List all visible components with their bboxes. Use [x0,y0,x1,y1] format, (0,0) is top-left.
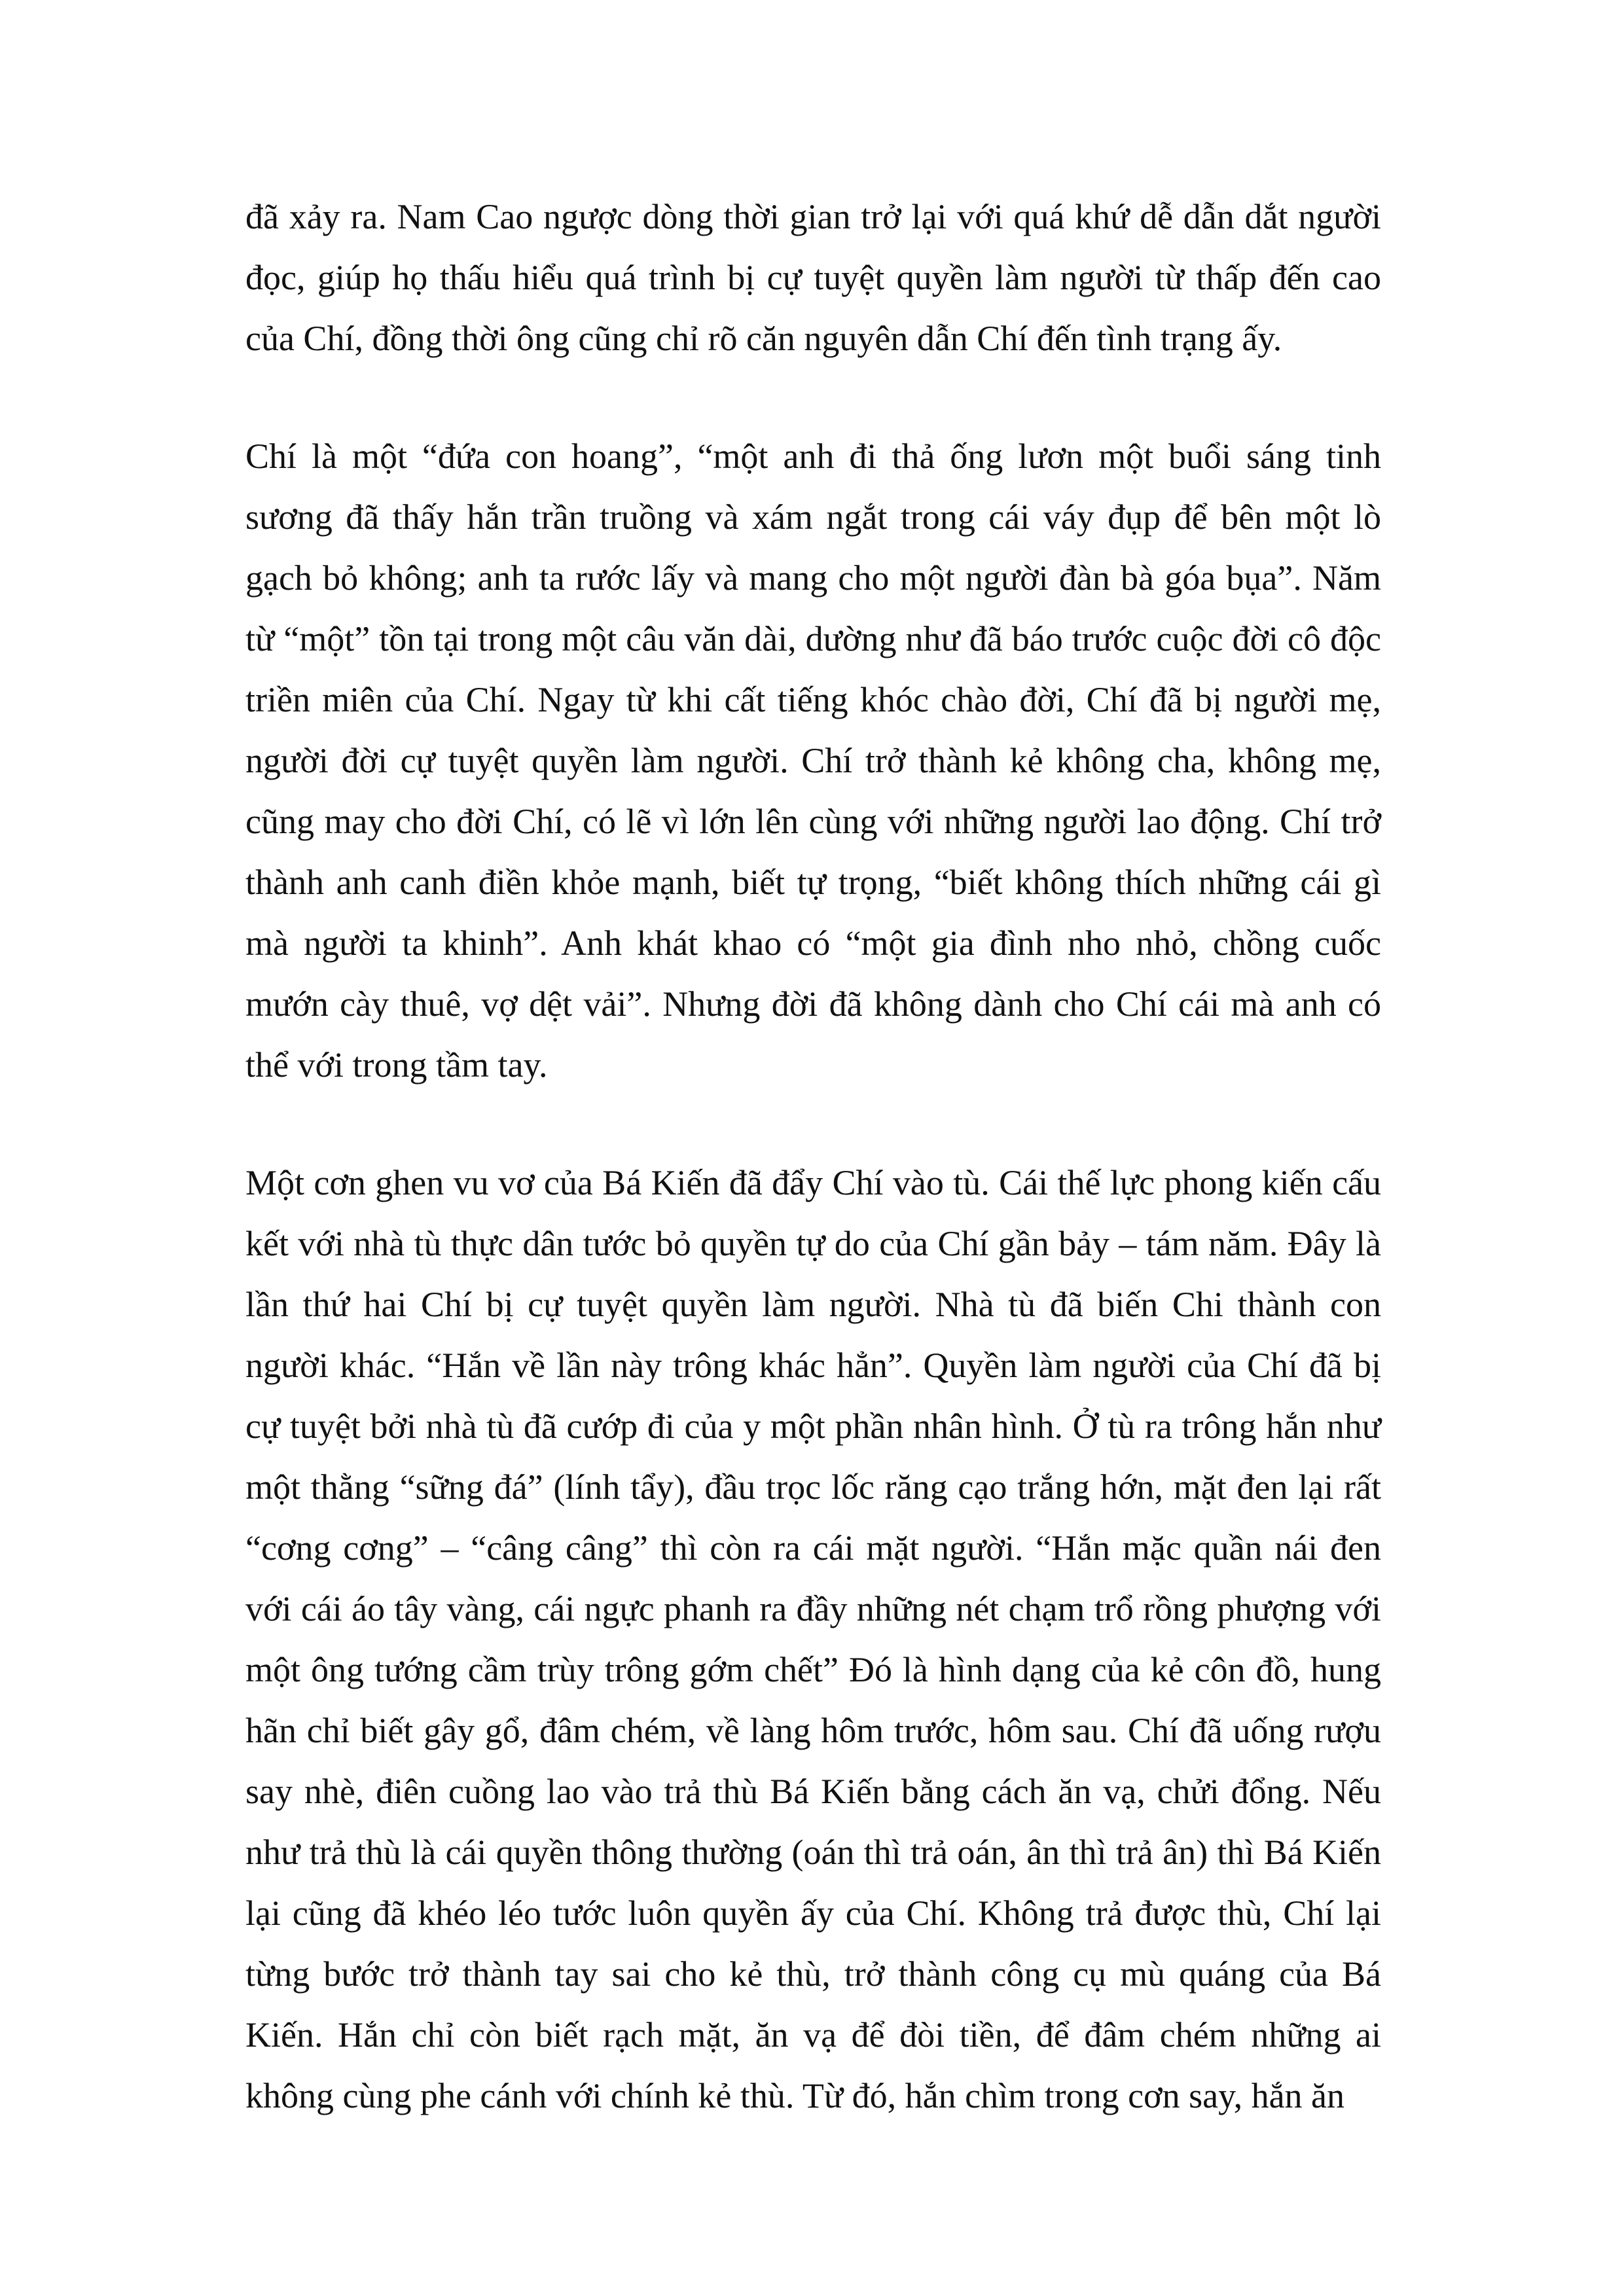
paragraph-1: đã xảy ra. Nam Cao ngược dòng thời gian trở lại với quá khứ dễ dẫn dắt người đọc, giúp họ thấu hiểu quá trình bị cự tuyệt quyền làm người từ thấp đến cao của Chí, đồng thời ông cũng chỉ rõ căn nguyên dẫn Chí đến tình trạng ấy. [245,197,1381,358]
body-text [245,187,1381,2126]
paragraph-2: Chí là một “đứa con hoang”, “một anh đi thả ống lươn một buổi sáng tinh sương đã thấy hắn trần truồng và xám ngắt trong cái váy đụp để bên một lò gạch bỏ không; anh ta rước lấy và mang cho một người đàn bà góa bụa”. Năm từ “một” tồn tại trong một câu văn dài, dường như đã báo trước cuộc đời cô độc triền miên của Chí. Ngay từ khi cất tiếng khóc chào đời, Chí đã bị người mẹ, người đời cự tuyệt quyền làm người. Chí trở thành kẻ không cha, không mẹ, cũng may cho đời Chí, có lẽ vì lớn lên cùng với những người lao động. Chí trở thành anh canh điền khỏe mạnh, biết tự trọng, “biết không thích những cái gì mà người ta khinh”. Anh khát khao có “một gia đình nho nhỏ, chồng cuốc mướn cày thuê, vợ dệt vải”. Nhưng đời đã không dành cho Chí cái mà anh có thể với trong tầm tay. [245,437,1381,1085]
paragraph-3: Một cơn ghen vu vơ của Bá Kiến đã đẩy Chí vào tù. Cái thế lực phong kiến cấu kết với nhà tù thực dân tước bỏ quyền tự do của Chí gần bảy – tám năm. Đây là lần thứ hai Chí bị cự tuyệt quyền làm người. Nhà tù đã biến Chi thành con người khác. “Hắn về lần này trông khác hẳn”. Quyền làm người của Chí đã bị cự tuyệt bởi nhà tù đã cướp đi của y một phần nhân hình. Ở tù ra trông hắn như một thằng “sững đá” (lính tẩy), đầu trọc lốc răng cạo trắng hớn, mặt đen lại rất “cơng cơng” – “câng câng” thì còn ra cái mặt người. “Hắn mặc quần nái đen với cái áo tây vàng, cái ngực phanh ra đầy những nét chạm trổ rồng phượng với một ông tướng cầm trùy trông gớm chết” Đó là hình dạng của kẻ côn đồ, hung hãn chỉ biết gây gổ, đâm chém, về làng hôm trước, hôm sau. Chí đã uống rượu say nhè, điên cuồng lao vào trả thù Bá Kiến bằng cách ăn vạ, chửi đổng. Nếu như trả thù là cái quyền thông thường (oán thì trả oán, ân thì trả ân) thì Bá Kiến lại cũng đã khéo léo tước luôn quyền ấy của Chí. Không trả được thù, Chí lại từng bước trở thành tay sai cho kẻ thù, trở thành công cụ mù quáng của Bá Kiến. Hắn chỉ còn biết rạch mặt, ăn vạ để đòi tiền, để đâm chém những ai không cùng phe cánh với chính kẻ thù. Từ đó, hắn chìm trong cơn say, hắn ăn [245,1163,1381,2115]
